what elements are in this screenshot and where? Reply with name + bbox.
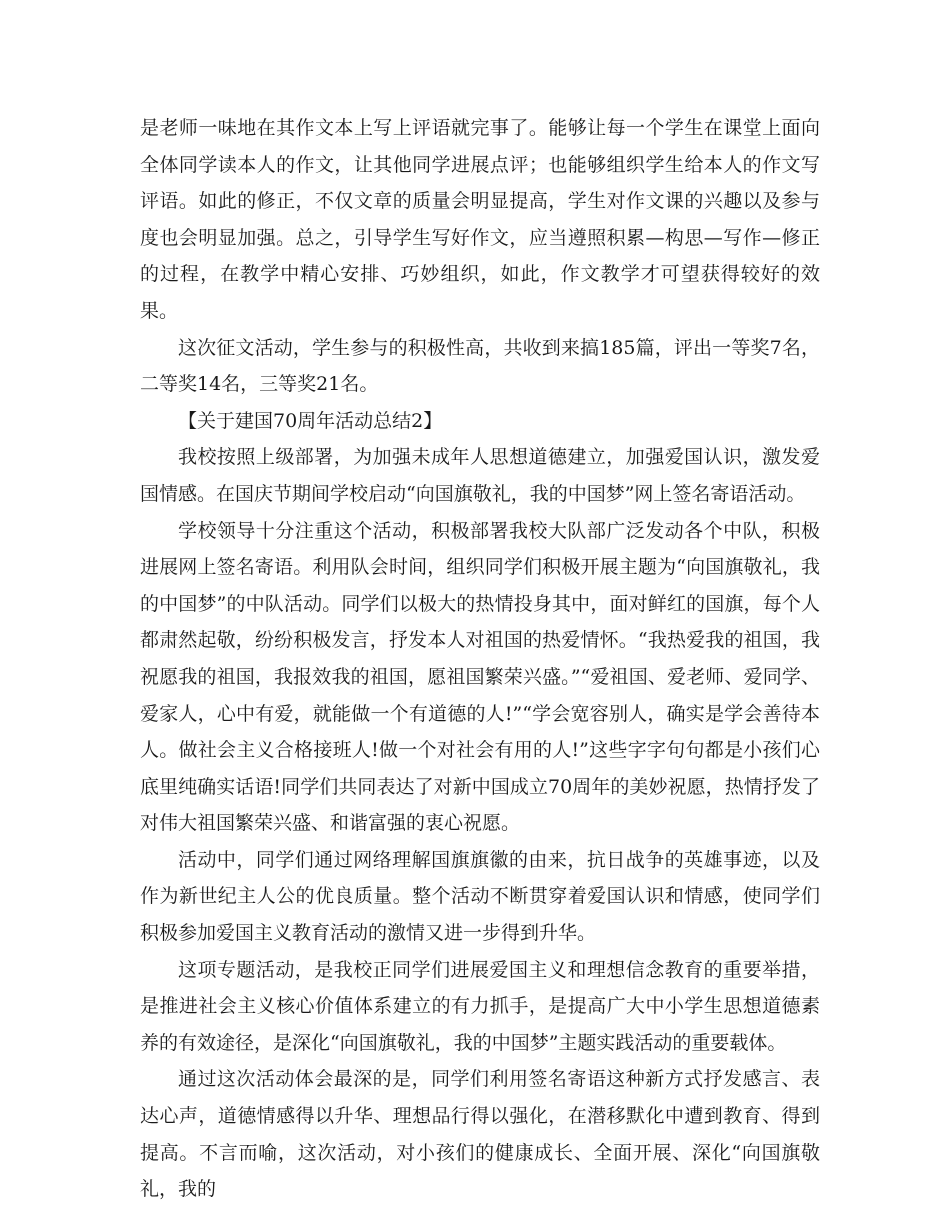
paragraph: 通过这次活动体会最深的是，同学们利用签名寄语这种新方式抒发感言、表达心声，道德情感得以升华、理想品行得以强化，在潜移默化中遭到教育、得到提高。不言而喻，这次活动，对小孩们的健康成长、全面开展、深化“向国旗敬礼，我的 xyxy=(140,1068,820,1201)
paragraph: 我校按照上级部署，为加强未成年人思想道德建立，加强爱国认识，激发爱国情感。在国庆节期间学校启动“向国旗敬礼，我的中国梦”网上签名寄语活动。 xyxy=(140,446,820,505)
paragraph: 学校领导十分注重这个活动，积极部署我校大队部广泛发动各个中队，积极进展网上签名寄语。利用队会时间，组织同学们积极开展主题为“向国旗敬礼，我的中国梦”的中队活动。同学们以极大的热情投身其中，面对鲜红的国旗，每个人都肃然起敬，纷纷积极发言，抒发本人对祖国的热爱情怀。“我热爱我的祖国，我祝愿我的祖国，我报效我的祖国，愿祖国繁荣兴盛。”“爱祖国、爱老师、爱同学、爱家人，心中有爱，就能做一个有道德的人!”“学会宽容别人，确实是学会善待本人。做社会主义合格接班人!做一个对社会有用的人!”这些字字句句都是小孩们心底里纯确实话语!同学们共同表达了对新中国成立70周年的美妙祝愿，热情抒发了对伟大祖国繁荣兴盛、和谐富强的衷心祝愿。 xyxy=(140,519,820,835)
paragraph: 活动中，同学们通过网络理解国旗旗徽的由来，抗日战争的英雄事迹，以及作为新世纪主人公的优良质量。整个活动不断贯穿着爱国认识和情感，使同学们积极参加爱国主义教育活动的激情又进一步得到升华。 xyxy=(140,848,820,945)
paragraph: 这次征文活动，学生参与的积极性高，共收到来搞185篇，评出一等奖7名，二等奖14名，三等奖21名。 xyxy=(140,336,820,396)
section-heading: 【关于建国70周年活动总结2】 xyxy=(178,409,443,432)
paragraph: 是老师一味地在其作文本上写上评语就完事了。能够让每一个学生在课堂上面向全体同学读本人的作文，让其他同学进展点评；也能够组织学生给本人的作文写评语。如此的修正，不仅文章的质量会明显提高，学生对作文课的兴趣以及参与度也会明显加强。总之，引导学生写好作文，应当遵照积累—构思—写作—修正的过程，在教学中精心安排、巧妙组织，如此，作文教学才可望获得较好的效果。 xyxy=(140,117,820,322)
paragraph: 这项专题活动，是我校正同学们进展爱国主义和理想信念教育的重要举措，是推进社会主义核心价值体系建立的有力抓手，是提高广大中小学生思想道德素养的有效途径，是深化“向国旗敬礼，我的中国梦”主题实践活动的重要载体。 xyxy=(140,958,820,1054)
document-body xyxy=(140,110,820,1208)
